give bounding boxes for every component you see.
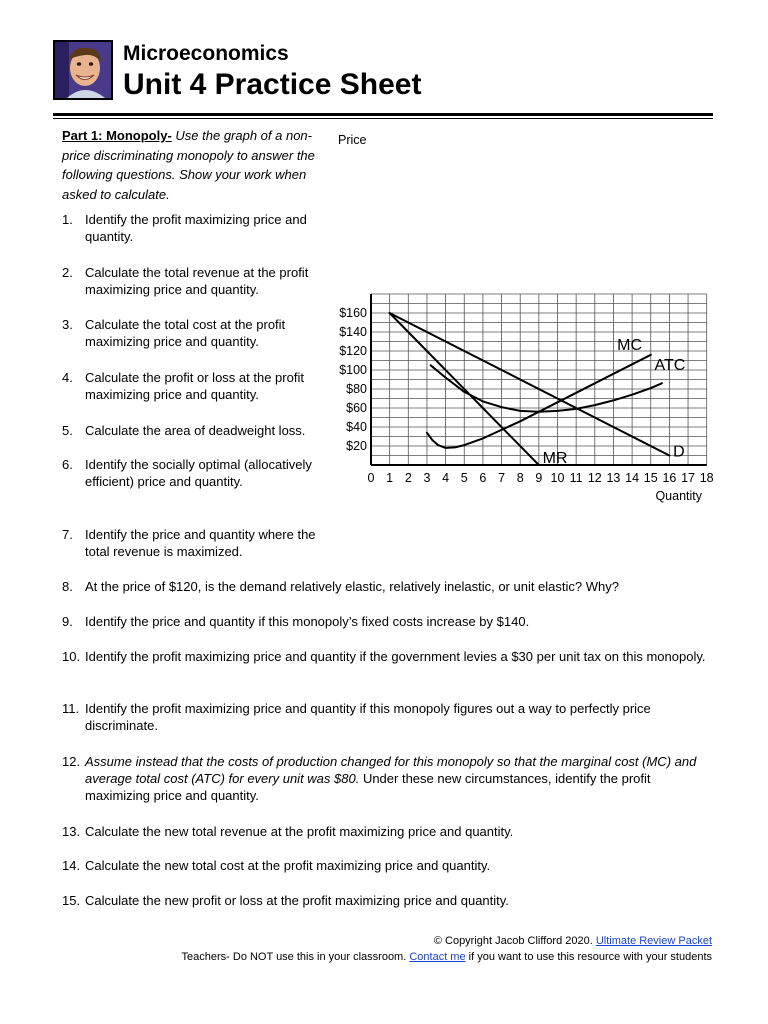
question-item xyxy=(62,578,714,595)
x-tick-label: 12 xyxy=(587,471,602,485)
question-number: 3. xyxy=(62,317,73,332)
x-tick-label: 6 xyxy=(479,471,487,485)
teachers-notice: Teachers- Do NOT use this in your classroom. xyxy=(181,951,407,963)
question-item xyxy=(62,648,714,665)
question-item xyxy=(62,369,327,403)
question-number: 4. xyxy=(62,370,73,385)
question-text: Identify the profit maximizing price and quantity if this monopoly figures out a way to perfectly price discriminate. xyxy=(85,701,651,733)
question-text: Calculate the profit or loss at the profit maximizing price and quantity. xyxy=(85,370,304,402)
x-tick-label: 1 xyxy=(386,471,394,485)
question-text: Identify the socially optimal (allocatively efficient) price and quantity. xyxy=(85,457,312,489)
author-avatar xyxy=(53,40,113,100)
question-item xyxy=(62,422,327,439)
x-tick-label: 10 xyxy=(550,471,565,485)
question-item xyxy=(62,264,327,298)
teachers-line xyxy=(182,949,712,965)
question-item xyxy=(62,211,327,245)
x-tick-label: 17 xyxy=(681,471,696,485)
question-text: Identify the profit maximizing price and quantity if the government levies a $30 per unit tax on this monopoly. xyxy=(85,649,706,664)
y-tick-label: $20 xyxy=(346,439,367,453)
page-title: Unit 4 Practice Sheet xyxy=(123,68,422,101)
question-text: Calculate the total revenue at the profit maximizing price and quantity. xyxy=(85,265,309,297)
x-tick-label: 2 xyxy=(404,471,412,485)
mc-label: MC xyxy=(617,337,643,355)
contact-link[interactable]: Contact me xyxy=(409,951,466,963)
question-text: Identify the price and quantity where the total revenue is maximized. xyxy=(85,527,316,559)
question-item xyxy=(62,316,327,350)
x-tick-label: 5 xyxy=(460,471,468,485)
mr-label: MR xyxy=(542,450,568,468)
question-number: 5. xyxy=(62,423,73,438)
question-item xyxy=(62,823,714,840)
copyright-line xyxy=(182,933,712,949)
question-text: Calculate the area of deadweight loss. xyxy=(85,423,306,438)
question-item xyxy=(62,456,327,490)
y-tick-label: $120 xyxy=(339,344,367,358)
x-tick-label: 13 xyxy=(606,471,621,485)
question-number: 6. xyxy=(62,457,73,472)
question-text xyxy=(85,753,714,804)
question-text: Calculate the total cost at the profit maximizing price and quantity. xyxy=(85,317,286,349)
question-text: Calculate the new profit or loss at the profit maximizing price and quantity. xyxy=(85,893,509,908)
question-number: 10. xyxy=(62,649,81,664)
question-item xyxy=(62,700,714,734)
x-tick-label: 9 xyxy=(535,471,543,485)
question-number: 13. xyxy=(62,824,81,839)
part-intro xyxy=(62,126,330,204)
y-tick-label: $60 xyxy=(346,401,367,415)
question-text: Calculate the new total cost at the profit maximizing price and quantity. xyxy=(85,858,491,873)
question-text: Identify the price and quantity if this monopoly’s fixed costs increase by $140. xyxy=(85,614,530,629)
question-text: At the price of $120, is the demand relatively elastic, relatively inelastic, or unit elastic? Why? xyxy=(85,579,619,594)
monopoly-chart xyxy=(330,128,718,524)
question-prompt: Under these new circumstances, identify the profit maximizing price and quantity. xyxy=(85,771,651,803)
question-number: 9. xyxy=(62,614,73,629)
header-divider-thin xyxy=(53,118,713,119)
part-instructions: Use the graph of a non-price discriminating monopoly to answer the following questions. Show your work when asked to calculate. xyxy=(62,128,315,202)
question-number: 8. xyxy=(62,579,73,594)
header-divider-thick xyxy=(53,113,713,116)
part-label: Part 1: Monopoly- xyxy=(62,128,172,143)
question-item xyxy=(62,613,714,630)
x-tick-label: 7 xyxy=(498,471,506,485)
subject-heading: Microeconomics xyxy=(123,42,289,65)
x-tick-label: 14 xyxy=(625,471,640,485)
question-number: 2. xyxy=(62,265,73,280)
y-tick-label: $40 xyxy=(346,420,367,434)
d-curve xyxy=(390,313,670,456)
footer xyxy=(182,933,712,965)
question-number: 12. xyxy=(62,754,81,769)
question-number: 1. xyxy=(62,212,73,227)
teachers-notice-suffix: if you want to use this resource with your students xyxy=(468,951,712,963)
x-axis-label: Quantity xyxy=(655,489,703,503)
atc-label: ATC xyxy=(654,357,686,374)
header xyxy=(53,40,713,112)
question-number: 15. xyxy=(62,893,81,908)
x-tick-label: 4 xyxy=(442,471,450,485)
y-tick-label: $140 xyxy=(339,325,367,339)
review-packet-link[interactable]: Ultimate Review Packet xyxy=(595,935,712,947)
question-assumption: Assume instead that the costs of production changed for this monopoly so that the marginal cost (MC) and average total cost (ATC) for every unit was $80. xyxy=(85,754,697,786)
d-label: D xyxy=(673,443,685,461)
question-text: Identify the profit maximizing price and quantity. xyxy=(85,212,307,244)
x-tick-label: 8 xyxy=(516,471,524,485)
question-item xyxy=(62,857,714,874)
copyright-text: © Copyright Jacob Clifford 2020. xyxy=(433,935,593,947)
x-tick-label: 11 xyxy=(569,471,583,485)
question-number: 11. xyxy=(62,701,80,716)
question-item xyxy=(62,753,714,804)
x-tick-label: 16 xyxy=(662,471,677,485)
question-text: Calculate the new total revenue at the profit maximizing price and quantity. xyxy=(85,824,514,839)
y-axis-label: Price xyxy=(338,133,367,147)
y-tick-label: $100 xyxy=(339,363,367,377)
question-number: 7. xyxy=(62,527,73,542)
x-tick-label: 18 xyxy=(699,471,714,485)
question-number: 14. xyxy=(62,858,81,873)
x-tick-label: 0 xyxy=(367,471,375,485)
x-tick-label: 15 xyxy=(643,471,658,485)
y-tick-label: $80 xyxy=(346,382,367,396)
x-tick-label: 3 xyxy=(423,471,431,485)
atc-curve xyxy=(431,365,662,412)
question-item xyxy=(62,892,714,909)
y-tick-label: $160 xyxy=(339,306,367,320)
question-item xyxy=(62,526,327,560)
